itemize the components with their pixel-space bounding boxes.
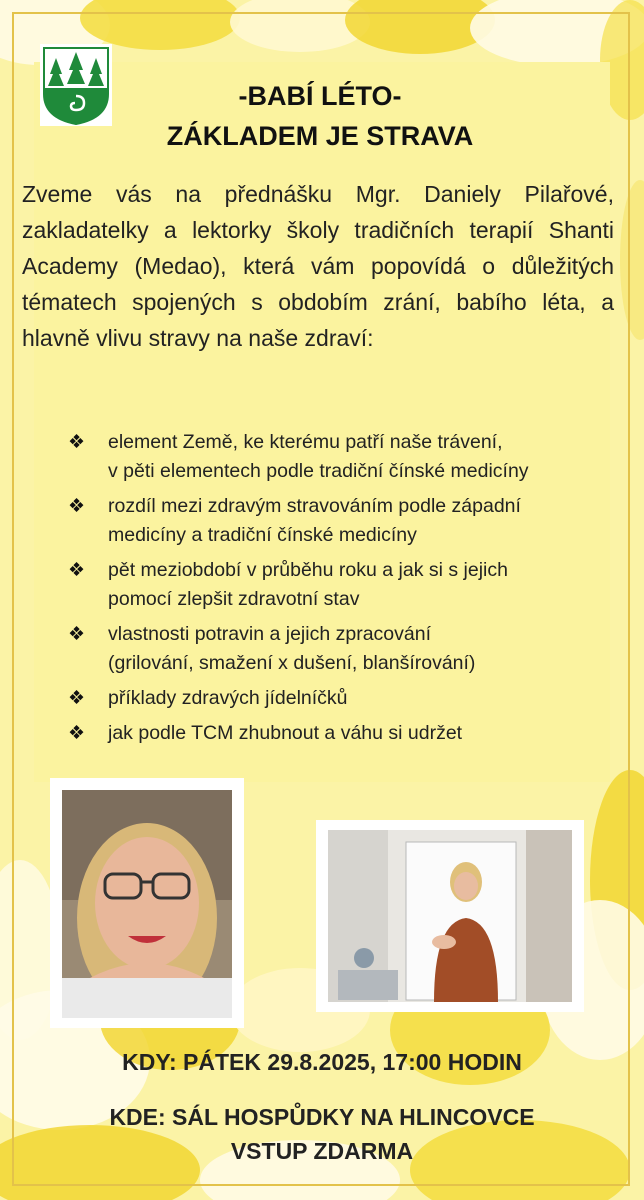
list-item [62,719,602,748]
portrait-image [50,778,244,1028]
bullet-diamond-icon: ❖ [68,723,86,744]
topic-list [62,428,602,754]
topic-line: příklady zdravých jídelníčků [108,687,348,709]
bullet-diamond-icon: ❖ [68,432,86,453]
title-line-1: -BABÍ LÉTO- [238,81,402,111]
topic-line: v pěti elementech podle tradiční čínské medicíny [108,460,529,482]
topic-line: jak podle TCM zhubnout a váhu si udržet [108,722,463,744]
lecture-photo [316,820,584,1012]
list-item [62,492,602,550]
event-location: KDE: SÁL HOSPŮDKY NA HLINCOVCE [109,1104,535,1130]
lecture-image [316,820,584,1012]
topic-line: rozdíl mezi zdravým stravováním podle západní [108,495,521,517]
bullet-diamond-icon: ❖ [68,624,86,645]
topic-line: vlastnosti potravin a jejich zpracování [108,623,431,645]
list-item [62,428,602,486]
bullet-diamond-icon: ❖ [68,496,86,517]
bullet-diamond-icon: ❖ [68,560,86,581]
list-item [62,556,602,614]
topic-line: (grilování, smažení x dušení, blanšírování) [108,652,476,674]
title-line-2: ZÁKLADEM JE STRAVA [166,121,474,151]
event-date-time: KDY: PÁTEK 29.8.2025, 17:00 HODIN [122,1049,522,1075]
topic-line: element Země, ke kterému patří naše trávení, [108,431,503,453]
event-entry-fee: VSTUP ZDARMA [230,1138,414,1164]
intro-paragraph: Zveme vás na přednášku Mgr. Daniely Pilařové, zakladatelky a lektorky školy tradičních terapií Shanti Academy (Medao), která vám popovídá o důležitých tématech spojených s obdobím zrání, babího léta, a hlavně vlivu stravy na naše zdraví: [22,181,614,351]
topic-line: medicíny a tradiční čínské medicíny [108,524,417,546]
bullet-diamond-icon: ❖ [68,688,86,709]
topic-line: pomocí zlepšit zdravotní stav [108,588,360,610]
speaker-portrait-photo [50,778,244,1028]
list-item [62,684,602,713]
list-item [62,620,602,678]
topic-line: pět meziobdobí v průběhu roku a jak si s jejich [108,559,508,581]
